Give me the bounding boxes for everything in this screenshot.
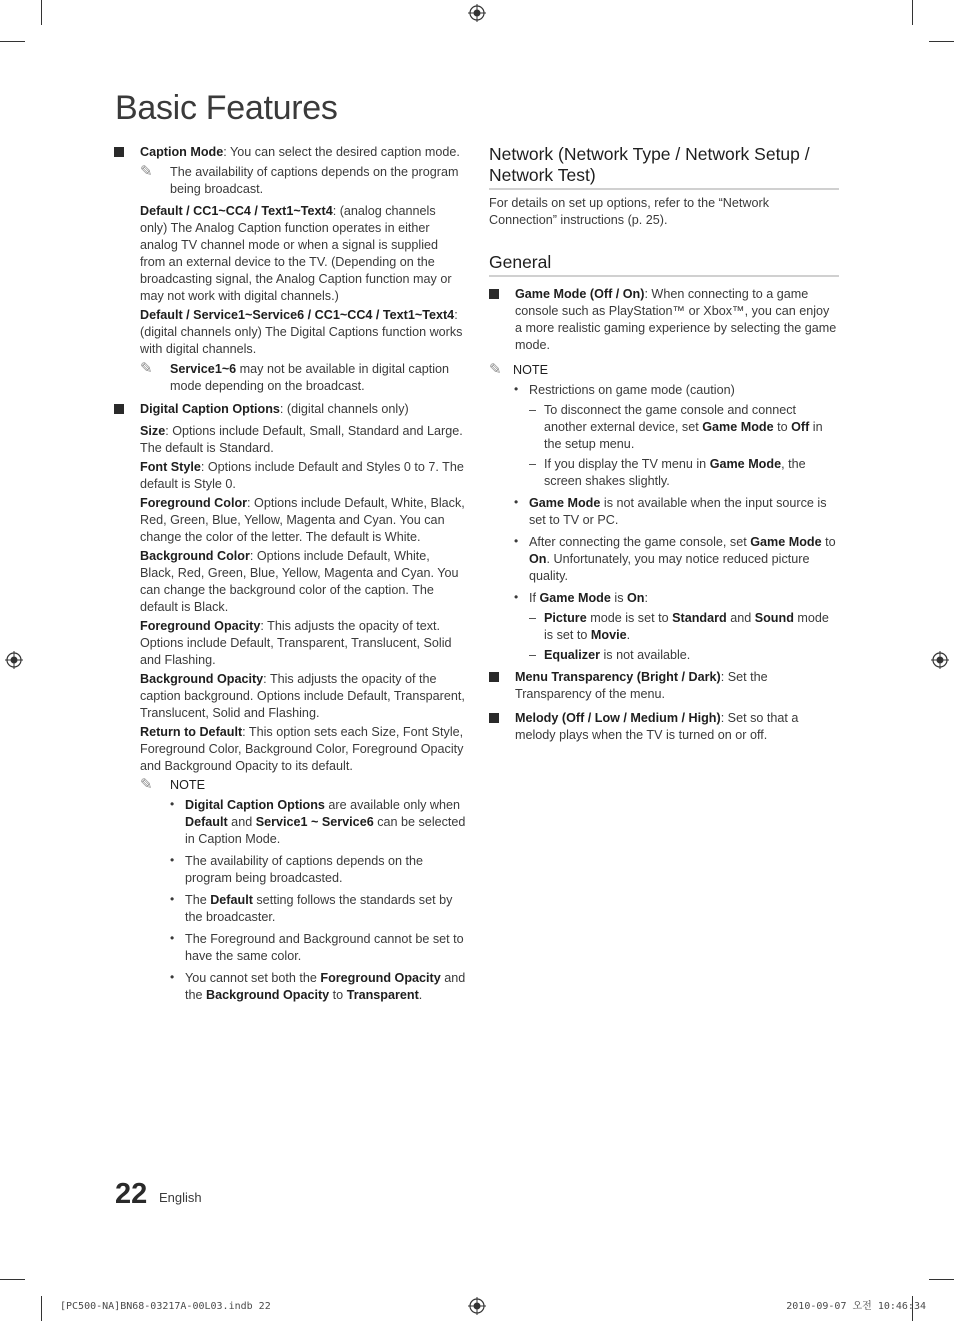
list-item: • The Default setting follows the standards set by the broadcaster. [170, 892, 453, 924]
list-item: – To disconnect the game console and connect another external device, set Game Mode to Off in the setup menu. [529, 403, 823, 451]
pencil-note-icon: ✎ [489, 361, 502, 378]
right-column [489, 144, 839, 744]
footer-timestamp: 2010-09-07 오전 10:46:34 [786, 1301, 926, 1312]
caption-notes-list [170, 797, 466, 1004]
registration-mark-icon [468, 4, 486, 22]
caption-mode-item [114, 144, 466, 395]
square-bullet-icon [114, 147, 124, 157]
caption-availability-note: ✎ The availability of captions depends on the program being broadcast. [140, 163, 459, 196]
foreground-color-desc: Foreground Color: Options include Default, White, Black, Red, Green, Blue, Yellow, Magenta and Cyan. You can change the color of the letter. The default is White. [140, 496, 465, 544]
caption-mode-desc: Caption Mode: You can select the desired caption mode. [140, 145, 460, 159]
square-bullet-icon [489, 713, 499, 723]
crop-mark [0, 41, 25, 42]
melody-desc: Melody (Off / Low / Medium / High): Set so that a melody plays when the TV is turned on or off. [515, 711, 799, 742]
list-item: • After connecting the game console, set Game Mode to On. Unfortunately, you may notice reduced picture quality. [514, 534, 836, 583]
foreground-opacity-desc: Foreground Opacity: This adjusts the opacity of text. Options include Default, Transparent, Translucent, Solid and Flashing. [140, 619, 452, 667]
page-number: 22 [115, 1178, 148, 1210]
background-color-desc: Background Color: Options include Default, White, Black, Red, Green, Blue, Yellow, Magenta and Cyan. You can change the background color of the caption. The default is Black. [140, 549, 459, 614]
list-item: – If you display the TV menu in Game Mode, the screen shakes slightly. [529, 457, 806, 488]
network-section-title: Network (Network Type / Network Setup / Network Test) [489, 144, 839, 190]
registration-mark-icon [5, 651, 23, 669]
crop-mark [929, 41, 954, 42]
list-item: • Restrictions on game mode (caution) – To disconnect the game console and connect another external device, set Game Mode to Off in the setup menu. – If you display the TV menu in Game Mode, the screen shakes slightly. [514, 382, 839, 490]
return-to-default-desc: Return to Default: This option sets each Size, Font Style, Foreground Color, Background Color, Foreground Opacity and Background Opacity to its default. [140, 725, 464, 773]
left-column [114, 144, 466, 1009]
pencil-note-icon: ✎ [140, 360, 153, 377]
square-bullet-icon [489, 672, 499, 682]
analog-caption-desc: Default / CC1~CC4 / Text1~Text4: (analog channels only) The Analog Caption function operates in either analog TV channel mode or when a signal is supplied from an external device to the TV. (Depending on the broadcasting signal, the Analog Caption function may or may not work with digital channels.) [140, 204, 452, 303]
list-item: • The availability of captions depends on the program being broadcasted. [170, 853, 424, 885]
menu-transparency-desc: Menu Transparency (Bright / Dark): Set the Transparency of the menu. [515, 670, 768, 701]
game-mode-notes-list [514, 382, 839, 664]
background-opacity-desc: Background Opacity: This adjusts the opacity of the caption background. Options include Default, Transparent, Translucent, Solid and Flashing. [140, 672, 465, 720]
crop-mark [0, 1279, 25, 1280]
crop-mark [929, 1279, 954, 1280]
note-heading: ✎ NOTE [140, 776, 205, 793]
square-bullet-icon [489, 289, 499, 299]
language-label: English [159, 1190, 202, 1205]
menu-transparency-item [489, 669, 839, 703]
digital-caption-options-desc: Digital Caption Options: (digital channels only) [140, 402, 409, 416]
general-section-title: General [489, 252, 839, 277]
pencil-note-icon: ✎ [140, 163, 153, 180]
game-mode-item [489, 286, 839, 354]
size-desc: Size: Options include Default, Small, Standard and Large. The default is Standard. [140, 424, 463, 455]
square-bullet-icon [114, 404, 124, 414]
network-desc: For details on set up options, refer to the “Network Connection” instructions (p. 25). [489, 196, 769, 227]
list-item: • If Game Mode is On: – Picture mode is set to Standard and Sound mode is set to Movie. – Equalizer is not available. [514, 590, 839, 664]
page-title: Basic Features [115, 89, 338, 127]
digital-caption-desc: Default / Service1~Service6 / CC1~CC4 / Text1~Text4: (digital channels only) The Digital Captions function works with digital channels. [140, 308, 463, 356]
footer-file-info: [PC500-NA]BN68-03217A-00L03.indb 22 [60, 1301, 271, 1312]
game-mode-desc: Game Mode (Off / On): When connecting to a game console such as PlayStation™ or Xbox™, you can enjoy a more realistic gaming experience by selecting the game mode. [515, 287, 837, 352]
pencil-note-icon: ✎ [140, 776, 153, 793]
list-item: • Digital Caption Options are available only when Default and Service1 ~ Service6 can be selected in Caption Mode. [170, 797, 466, 846]
restrictions-sublist [529, 402, 839, 490]
game-mode-on-sublist [529, 610, 839, 664]
list-item: – Picture mode is set to Standard and Sound mode is set to Movie. [529, 611, 829, 642]
registration-mark-icon [468, 1297, 486, 1315]
digital-caption-options-item [114, 401, 466, 1004]
list-item: – Equalizer is not available. [529, 648, 691, 662]
note-heading: ✎ NOTE [489, 361, 548, 378]
crop-mark [912, 0, 913, 25]
registration-mark-icon [931, 651, 949, 669]
crop-mark [41, 0, 42, 25]
font-style-desc: Font Style: Options include Default and Styles 0 to 7. The default is Style 0. [140, 460, 464, 491]
service-note: ✎ Service1~6 may not be available in digital caption mode depending on the broadcast. [140, 360, 450, 393]
melody-item [489, 710, 839, 744]
list-item: • You cannot set both the Foreground Opacity and the Background Opacity to Transparent. [170, 970, 466, 1002]
crop-mark [41, 1296, 42, 1321]
list-item: • The Foreground and Background cannot be set to have the same color. [170, 931, 464, 963]
list-item: • Game Mode is not available when the input source is set to TV or PC. [514, 495, 827, 527]
